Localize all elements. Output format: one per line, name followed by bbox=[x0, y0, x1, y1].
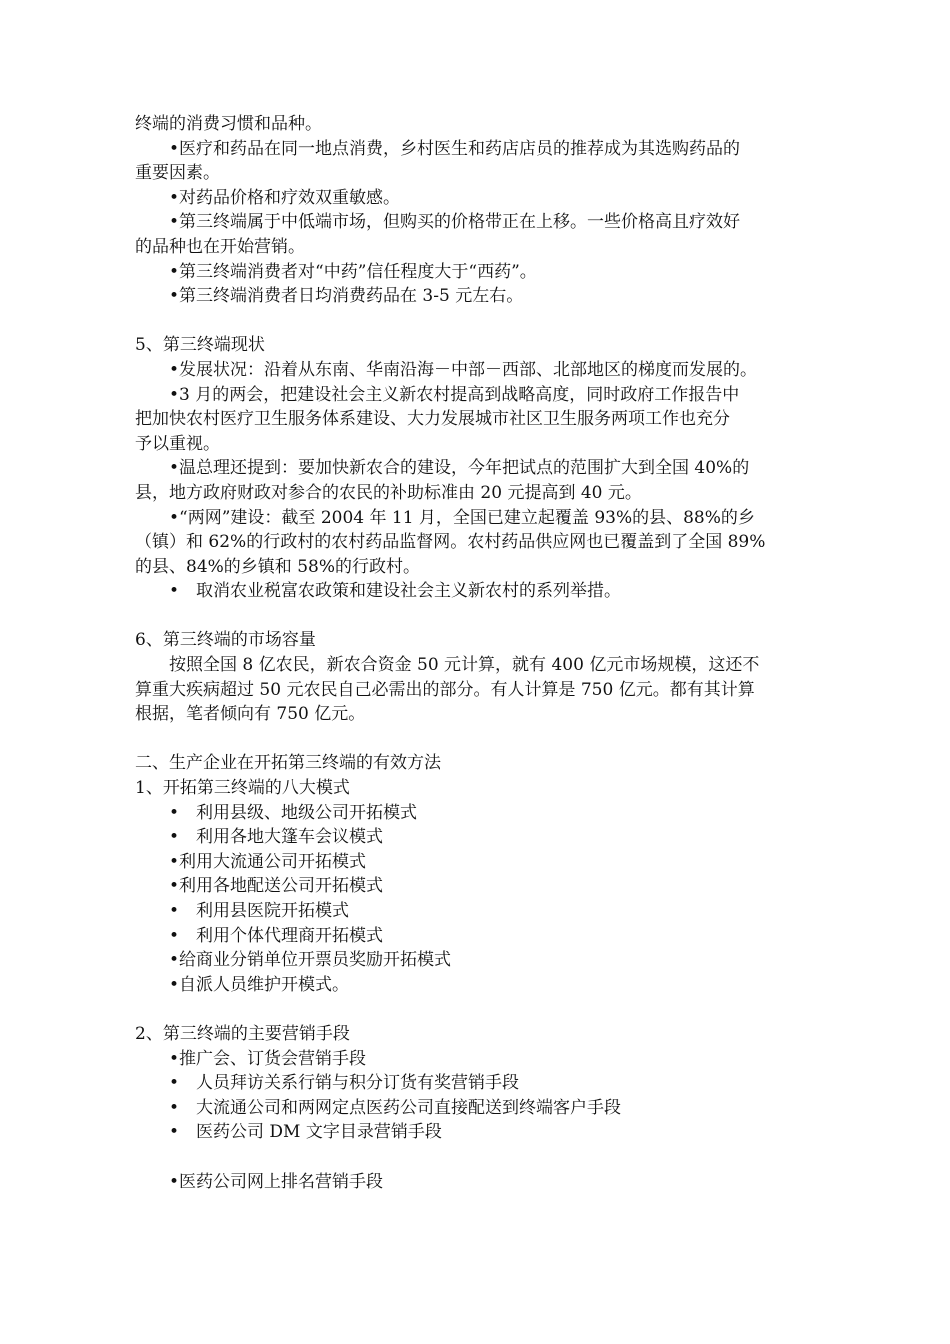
bullet-line: •第三终端消费者日均消费药品在 3-5 元左右。 bbox=[169, 286, 524, 307]
list-item: • 利用县级、地级公司开拓模式 bbox=[169, 802, 418, 823]
chapter-title: 二、生产企业在开拓第三终端的有效方法 bbox=[135, 753, 441, 774]
paragraph-line: 重要因素。 bbox=[135, 163, 220, 184]
bullet-line: • 取消农业税富农政策和建设社会主义新农村的系列举措。 bbox=[169, 581, 622, 602]
paragraph-line: 根据，笔者倾向有 750 亿元。 bbox=[135, 704, 366, 725]
bullet-line: •第三终端消费者对“中药”信任程度大于“西药”。 bbox=[169, 261, 537, 282]
paragraph-line: （镇）和 62%的行政村的农村药品监督网。农村药品供应网也已覆盖到了全国 89% bbox=[135, 532, 766, 553]
list-item: •医药公司网上排名营销手段 bbox=[169, 1171, 384, 1192]
section-heading-methods: 1、开拓第三终端的八大模式 bbox=[135, 778, 350, 799]
spacer bbox=[135, 997, 825, 1022]
bullet-line: •3 月的两会，把建设社会主义新农村提高到战略高度，同时政府工作报告中 bbox=[169, 384, 740, 405]
list-item: • 利用县医院开拓模式 bbox=[169, 901, 350, 921]
paragraph-line: 的品种也在开始营销。 bbox=[135, 236, 305, 257]
section-heading-status: 5、第三终端现状 bbox=[135, 335, 265, 356]
section-heading-capacity: 6、第三终端的市场容量 bbox=[135, 630, 316, 651]
bullet-line: •“两网”建设：截至 2004 年 11 月，全国已建立起覆盖 93%的县、88%的乡 bbox=[169, 507, 755, 528]
paragraph-line: 算重大疾病超过 50 元农民自己必需出的部分。有人计算是 750 亿元。都有其计算 bbox=[135, 679, 755, 700]
paragraph-line: 把加快农村医疗卫生服务体系建设、大力发展城市社区卫生服务两项工作也充分 bbox=[135, 409, 730, 430]
document-body bbox=[135, 112, 825, 1194]
bullet-line: •第三终端属于中低端市场，但购买的价格带正在上移。一些价格高且疗效好 bbox=[169, 212, 741, 233]
list-item: • 利用个体代理商开拓模式 bbox=[169, 925, 384, 946]
list-item: • 大流通公司和两网定点医药公司直接配送到终端客户手段 bbox=[169, 1097, 622, 1118]
bullet-line: •医疗和药品在同一地点消费，乡村医生和药店店员的推荐成为其选购药品的 bbox=[169, 138, 741, 159]
spacer bbox=[135, 309, 825, 334]
spacer bbox=[135, 604, 825, 629]
paragraph-line: 终端的消费习惯和品种。 bbox=[135, 114, 322, 134]
spacer bbox=[135, 727, 825, 752]
list-item: •自派人员维护开模式。 bbox=[169, 974, 350, 995]
list-item: • 人员拜访关系行销与积分订货有奖营销手段 bbox=[169, 1073, 520, 1094]
list-item: • 医药公司 DM 文字目录营销手段 bbox=[169, 1122, 442, 1143]
paragraph-line: 按照全国 8 亿农民，新农合资金 50 元计算，就有 400 亿元市场规模，这还不 bbox=[169, 655, 760, 676]
section-heading-marketing: 2、第三终端的主要营销手段 bbox=[135, 1023, 350, 1044]
paragraph-line: 县，地方政府财政对参合的农民的补助标准由 20 元提高到 40 元。 bbox=[135, 482, 642, 503]
list-item: •利用大流通公司开拓模式 bbox=[169, 851, 367, 872]
list-item: •推广会、订货会营销手段 bbox=[169, 1048, 367, 1069]
bullet-line: •发展状况：沿着从东南、华南沿海－中部－西部、北部地区的梯度而发展的。 bbox=[169, 359, 758, 380]
paragraph-line: 的县、84%的乡镇和 58%的行政村。 bbox=[135, 556, 420, 577]
list-item: •给商业分销单位开票员奖励开拓模式 bbox=[169, 950, 452, 971]
spacer bbox=[135, 1145, 825, 1170]
bullet-line: •温总理还提到：要加快新农合的建设，今年把试点的范围扩大到全国 40%的 bbox=[169, 458, 750, 479]
bullet-line: •对药品价格和疗效双重敏感。 bbox=[169, 187, 401, 208]
list-item: • 利用各地大篷车会议模式 bbox=[169, 827, 384, 848]
paragraph-line: 予以重视。 bbox=[135, 433, 220, 454]
list-item: •利用各地配送公司开拓模式 bbox=[169, 876, 384, 897]
